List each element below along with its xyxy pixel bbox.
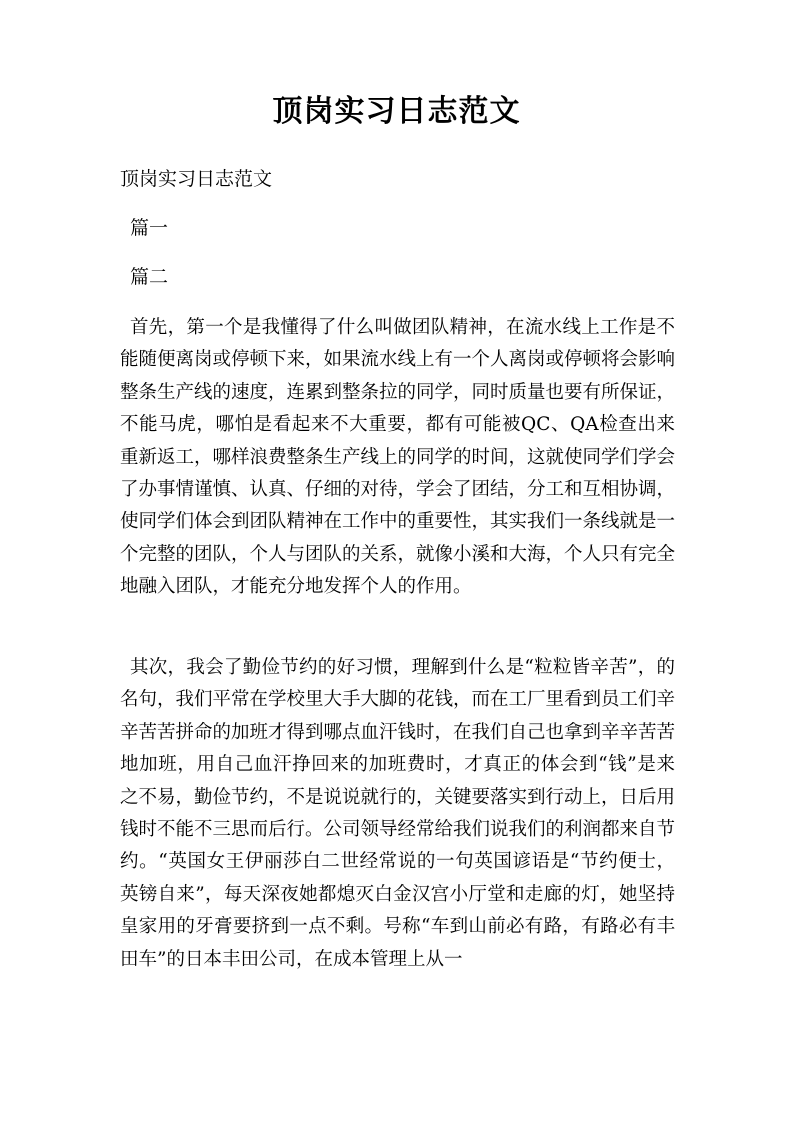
section-label-1: 篇一 (130, 217, 169, 239)
body-paragraph-2: 其次，我会了勤俭节约的好习惯，理解到什么是“粒粒皆辛苦”，的名句，我们平常在学校里大手大脚的花钱，而在工厂里看到员工们辛辛苦苦拼命的加班才得到哪点血汗钱时，在我们自己也拿到辛辛苦苦地加班，用自己血汗挣回来的加班费时，才真正的体会到“钱”是来之不易，勤俭节约，不是说说就行的，关键要落实到行动上，日后用钱时不能不三思而后行。公司领导经常给我们说我们的利润都来自节约。“英国女王伊丽莎白二世经常说的一句英国谚语是“节约便士，英镑自来”，每天深夜她都熄灭白金汉宫小厅堂和走廊的灯，她坚持皇家用的牙膏要挤到一点不剩。号称“车到山前必有路，有路必有丰田车”的日本丰田公司，在成本管理上从一 (120, 657, 676, 970)
section-label-2: 篇二 (130, 266, 169, 288)
document-title: 顶岗实习日志范文 (272, 94, 521, 129)
body-paragraph-1: 首先，第一个是我懂得了什么叫做团队精神，在流水线上工作是不能随便离岗或停顿下来，如果流水线上有一个人离岗或停顿将会影响整条生产线的速度，连累到整条拉的同学，同时质量也要有所保证，不能马虎，哪怕是看起来不大重要，都有可能被QC、QA检查出来重新返工，哪样浪费整条生产线上的同学的时间，这就使同学们学会了办事情谨慎、认真、仔细的对待，学会了团结，分工和互相协调，使同学们体会到团队精神在工作中的重要性，其实我们一条线就是一个完整的团队，个人与团队的关系，就像小溪和大海，个人只有完全地融入团队，才能充分地发挥个人的作用。 (120, 317, 676, 598)
document-subtitle: 顶岗实习日志范文 (120, 168, 273, 190)
